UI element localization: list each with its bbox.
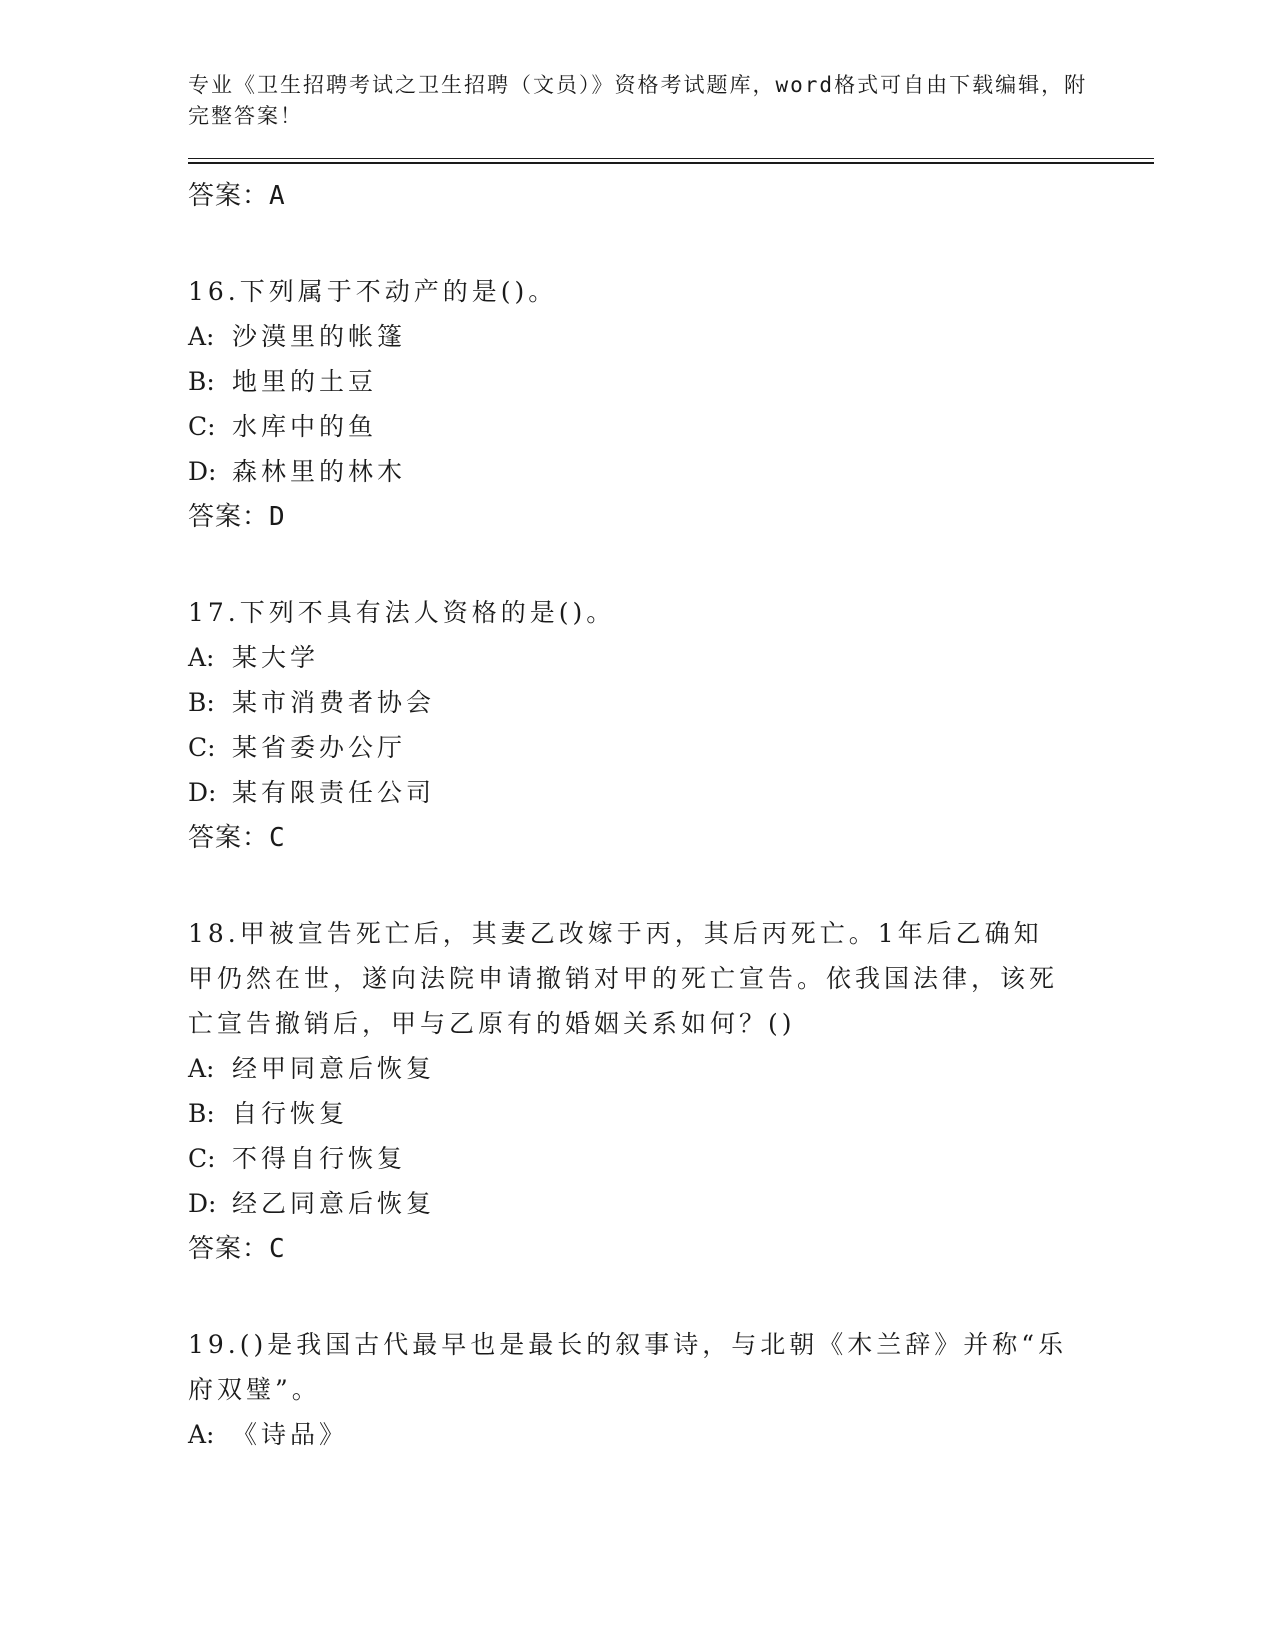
option-text: 某市消费者协会	[232, 688, 436, 717]
option-d	[188, 770, 1148, 815]
question-18	[188, 911, 1148, 1272]
answer-value: A	[269, 181, 286, 211]
option-d	[188, 1181, 1148, 1226]
answer-label: 答案：	[188, 823, 270, 853]
option-b	[188, 1091, 1148, 1136]
option-letter: C:	[188, 733, 216, 762]
question-text: 17.下列不具有法人资格的是()。	[188, 598, 616, 627]
option-text: 某大学	[232, 643, 320, 672]
answer-line	[188, 815, 1148, 861]
option-text: 自行恢复	[232, 1099, 349, 1128]
option-letter: A:	[188, 643, 215, 672]
option-c	[188, 404, 1148, 449]
question-text: 18.甲被宣告死亡后，其妻乙改嫁于丙，其后丙死亡。1年后乙确知甲仍然在世，遂向法院申请撤销对甲的死亡宣告。依我国法律，该死亡宣告撤销后，甲与乙原有的婚姻关系如何？()	[188, 919, 1059, 1038]
option-a	[188, 1046, 1148, 1091]
option-text: 不得自行恢复	[232, 1144, 407, 1173]
question-19	[188, 1322, 1148, 1457]
document-page	[188, 70, 1148, 1457]
option-letter: D:	[188, 457, 217, 486]
answer-line	[188, 1226, 1148, 1272]
question-17	[188, 590, 1148, 861]
option-text: 经甲同意后恢复	[232, 1054, 436, 1083]
answer-value: C	[269, 823, 286, 853]
answer-value: D	[269, 502, 286, 532]
option-text: 经乙同意后恢复	[232, 1189, 436, 1218]
option-text: 水库中的鱼	[232, 412, 378, 441]
option-letter: D:	[188, 1189, 217, 1218]
answer-line	[188, 494, 1148, 540]
answer-label: 答案：	[188, 1234, 270, 1264]
option-letter: A:	[188, 322, 215, 351]
option-b	[188, 680, 1148, 725]
question-text: 19.()是我国古代最早也是最长的叙事诗，与北朝《木兰辞》并称“乐府双璧”。	[188, 1330, 1068, 1404]
answer-label: 答案：	[188, 502, 270, 532]
header-divider	[188, 158, 1154, 164]
option-c	[188, 725, 1148, 770]
option-letter: A:	[188, 1054, 215, 1083]
option-letter: B:	[188, 367, 215, 396]
document-header: 专业《卫生招聘考试之卫生招聘（文员）》资格考试题库，word格式可自由下载编辑，附完整答案！	[188, 73, 1088, 128]
option-letter: D:	[188, 778, 217, 807]
option-b	[188, 359, 1148, 404]
answer-line	[188, 173, 1148, 219]
option-a	[188, 1412, 1148, 1457]
option-text: 《诗品》	[232, 1420, 349, 1449]
option-letter: C:	[188, 412, 216, 441]
question-16	[188, 269, 1148, 540]
option-d	[188, 449, 1148, 494]
option-text: 某有限责任公司	[232, 778, 436, 807]
option-text: 某省委办公厅	[232, 733, 407, 762]
answer-value: C	[269, 1234, 286, 1264]
option-letter: C:	[188, 1144, 216, 1173]
option-letter: A:	[188, 1420, 215, 1449]
option-letter: B:	[188, 688, 215, 717]
option-a	[188, 314, 1148, 359]
option-letter: B:	[188, 1099, 215, 1128]
option-text: 沙漠里的帐篷	[232, 322, 407, 351]
option-a	[188, 635, 1148, 680]
option-c	[188, 1136, 1148, 1181]
option-text: 地里的土豆	[232, 367, 378, 396]
answer-label: 答案：	[188, 181, 270, 211]
question-text: 16.下列属于不动产的是()。	[188, 277, 558, 306]
option-text: 森林里的林木	[232, 457, 407, 486]
